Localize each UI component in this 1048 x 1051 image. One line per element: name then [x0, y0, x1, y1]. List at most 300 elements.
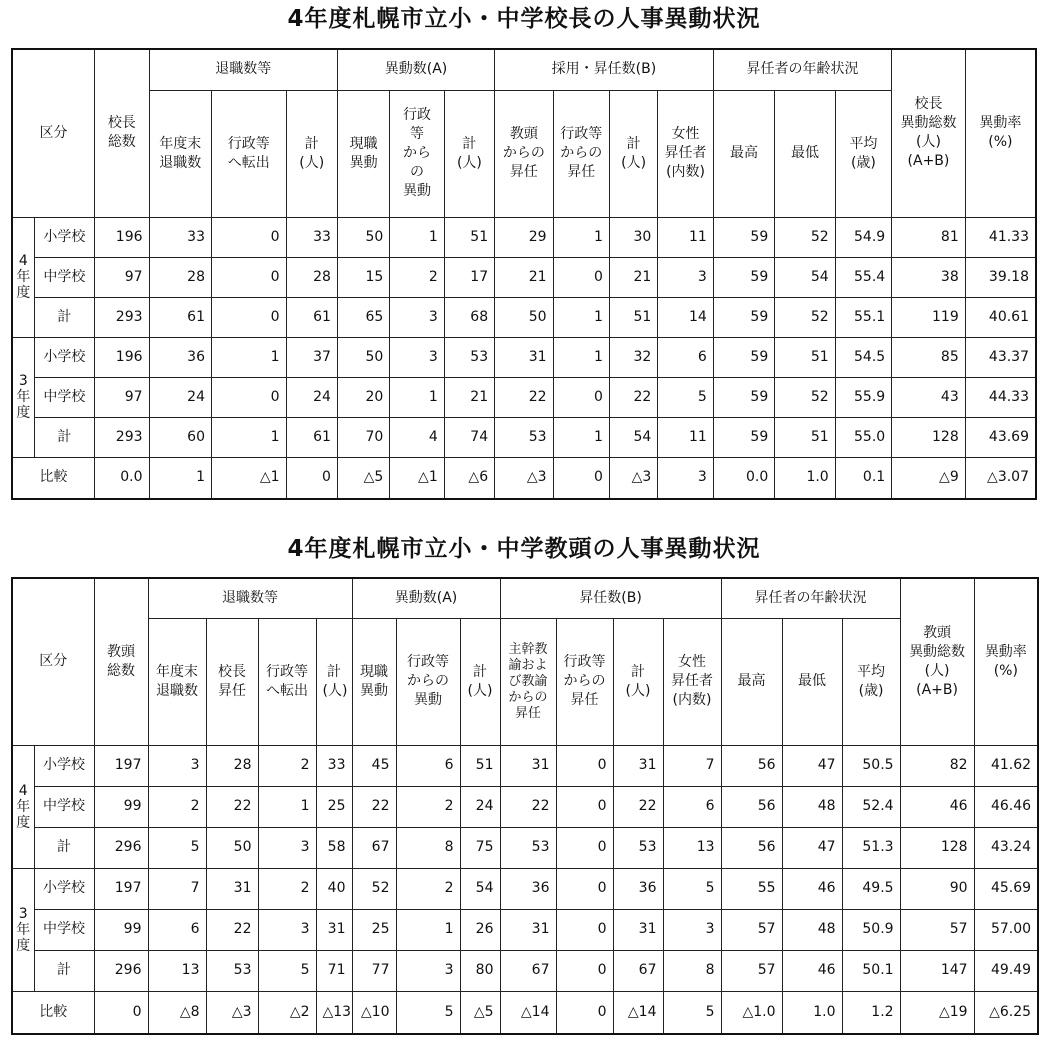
table-cell: 20 [337, 377, 389, 417]
table-row [12, 377, 1036, 417]
row-label: 中学校 [34, 909, 94, 950]
header-retire-col: 計 (人) [286, 90, 337, 217]
header-transfer-col: 計 (人) [444, 90, 494, 217]
table-cell: 1 [390, 377, 444, 417]
table-cell: 31 [316, 909, 352, 950]
table-row [12, 827, 1038, 868]
header-age-col: 平均 (歳) [842, 618, 900, 745]
table-cell: 53 [444, 337, 494, 377]
header-sum-ab: 教頭 異動総数 (人) (A+B) [900, 578, 974, 745]
table-cell: 3 [258, 827, 316, 868]
table-cell: 0 [556, 950, 613, 991]
table-cell: 47 [782, 745, 842, 786]
table-cell: △14 [500, 991, 556, 1034]
table-cell: 50.9 [842, 909, 900, 950]
table-cell: 3 [258, 909, 316, 950]
table-cell: 31 [500, 745, 556, 786]
table-cell: 5 [396, 991, 460, 1034]
table-cell: △3 [495, 457, 553, 499]
header-retire-col: 校長 昇任 [206, 618, 258, 745]
table-row [12, 337, 1036, 377]
table-cell: 1 [211, 417, 286, 457]
table-cell: 99 [94, 909, 148, 950]
table-cell: 11 [658, 217, 713, 257]
table-cell: 2 [258, 868, 316, 909]
table-cell: 59 [713, 257, 774, 297]
table-cell: 119 [892, 297, 966, 337]
table-cell: 48 [782, 909, 842, 950]
table-cell: 5 [663, 868, 721, 909]
header-retire-col: 行政等 へ転出 [258, 618, 316, 745]
table-cell: △9 [892, 457, 966, 499]
table-cell: 51 [775, 417, 835, 457]
table-cell: 147 [900, 950, 974, 991]
table-cell: 6 [148, 909, 206, 950]
table-cell: 50 [337, 217, 389, 257]
table-cell: 2 [396, 786, 460, 827]
table-cell: 6 [658, 337, 713, 377]
year-label: 4 年 度 [12, 745, 34, 868]
table-cell: △13 [316, 991, 352, 1034]
table-cell: 197 [94, 868, 148, 909]
table-cell: 33 [316, 745, 352, 786]
table-cell: 33 [286, 217, 337, 257]
table-cell: 31 [206, 868, 258, 909]
year-label: 4 年 度 [12, 217, 34, 337]
table-cell: 0.0 [95, 457, 149, 499]
table-cell: 99 [94, 786, 148, 827]
table-cell: 2 [396, 868, 460, 909]
table-cell: 0.0 [713, 457, 774, 499]
table-cell: 65 [337, 297, 389, 337]
table-row [12, 745, 1038, 786]
table-cell: 0 [94, 991, 148, 1034]
table-cell: 81 [892, 217, 966, 257]
table-cell: 43.24 [974, 827, 1038, 868]
table-cell: 49.49 [974, 950, 1038, 991]
table-cell: 57 [900, 909, 974, 950]
table-cell: 25 [316, 786, 352, 827]
table-cell: 41.62 [974, 745, 1038, 786]
table-row [12, 257, 1036, 297]
header-group-transfer: 異動数(A) [337, 49, 494, 90]
table-cell: 59 [713, 297, 774, 337]
table-cell: 0 [553, 377, 609, 417]
table-cell: 46 [900, 786, 974, 827]
table-cell: 5 [148, 827, 206, 868]
table-cell: 57 [721, 950, 782, 991]
table-cell: 293 [95, 297, 149, 337]
header-promote-col: 計 (人) [613, 618, 663, 745]
table-cell: 28 [206, 745, 258, 786]
table-cell: 29 [495, 217, 553, 257]
table-cell: 0 [211, 257, 286, 297]
row-label: 中学校 [34, 377, 94, 417]
table-cell: 37 [286, 337, 337, 377]
table-cell: 54 [775, 257, 835, 297]
table-cell: 56 [721, 827, 782, 868]
table-cell: 13 [148, 950, 206, 991]
table-cell: △5 [337, 457, 389, 499]
table-cell: 196 [95, 337, 149, 377]
table-row [12, 786, 1038, 827]
table-cell: 32 [609, 337, 657, 377]
table-cell: 2 [258, 745, 316, 786]
table-cell: 59 [713, 217, 774, 257]
header-group-transfer: 異動数(A) [352, 578, 500, 618]
table-cell: △3.07 [965, 457, 1036, 499]
table-cell: 22 [500, 786, 556, 827]
table-cell: 296 [94, 827, 148, 868]
header-rate: 異動率 (%) [965, 49, 1036, 217]
table-cell: 293 [95, 417, 149, 457]
header-retire-col: 年度末 退職数 [149, 90, 211, 217]
table-cell: △19 [900, 991, 974, 1034]
header-age-col: 平均 (歳) [835, 90, 891, 217]
header-group-retire: 退職数等 [148, 578, 352, 618]
table-cell: 52.4 [842, 786, 900, 827]
header-promote-col: 主幹教 諭およ び教諭 からの 昇任 [500, 618, 556, 745]
row-label: 中学校 [34, 786, 94, 827]
table-cell: 2 [390, 257, 444, 297]
table-cell: 45.69 [974, 868, 1038, 909]
table-cell: 77 [352, 950, 396, 991]
table-cell: 51 [460, 745, 500, 786]
table-cell: 7 [663, 745, 721, 786]
table-cell: 53 [495, 417, 553, 457]
table-cell: 5 [258, 950, 316, 991]
header-age-col: 最高 [721, 618, 782, 745]
table-cell: 3 [663, 909, 721, 950]
table-cell: 71 [316, 950, 352, 991]
table-cell: 5 [663, 991, 721, 1034]
header-promote-col: 行政等 からの 昇任 [553, 90, 609, 217]
table-cell: 197 [94, 745, 148, 786]
header-kubun: 区分 [12, 578, 94, 745]
table-cell: 82 [900, 745, 974, 786]
table-cell: 8 [663, 950, 721, 991]
row-label: 中学校 [34, 257, 94, 297]
table-cell: △8 [148, 991, 206, 1034]
header-kubun: 区分 [12, 49, 95, 217]
table-cell: 1 [553, 217, 609, 257]
table-cell: 61 [286, 417, 337, 457]
table-cell: 22 [206, 786, 258, 827]
table-cell: 52 [775, 217, 835, 257]
table-cell: 1.0 [782, 991, 842, 1034]
table-cell: 52 [775, 297, 835, 337]
table-cell: 11 [658, 417, 713, 457]
table-cell: 46 [782, 950, 842, 991]
table-cell: 3 [148, 745, 206, 786]
table-cell: 67 [352, 827, 396, 868]
table2-title: 4年度札幌市立小・中学教頭の人事異動状況 [287, 536, 761, 562]
table-cell: 67 [613, 950, 663, 991]
table-cell: 38 [892, 257, 966, 297]
table-cell: 31 [500, 909, 556, 950]
table-cell: 3 [658, 457, 713, 499]
table-cell: 25 [352, 909, 396, 950]
table-row [12, 297, 1036, 337]
header-age-col: 最低 [782, 618, 842, 745]
header-promote-col: 行政等 からの 昇任 [556, 618, 613, 745]
table-cell: 21 [444, 377, 494, 417]
table-cell: 8 [396, 827, 460, 868]
table-cell: 51 [775, 337, 835, 377]
compare-row [12, 457, 1036, 499]
table-cell: 59 [713, 337, 774, 377]
table-cell: 52 [352, 868, 396, 909]
row-label: 比較 [12, 991, 94, 1034]
table-cell: 90 [900, 868, 974, 909]
header-promote-col: 女性 昇任者 (内数) [663, 618, 721, 745]
row-label: 小学校 [34, 217, 94, 257]
table-cell: 55 [721, 868, 782, 909]
table-cell: 296 [94, 950, 148, 991]
table-cell: △1 [211, 457, 286, 499]
table-cell: △1 [390, 457, 444, 499]
table-cell: 5 [658, 377, 713, 417]
table-cell: 55.1 [835, 297, 891, 337]
table-cell: 50.5 [842, 745, 900, 786]
header-promote-col: 計 (人) [609, 90, 657, 217]
table-cell: 44.33 [965, 377, 1036, 417]
header-rate: 異動率 (%) [974, 578, 1038, 745]
table-cell: 33 [149, 217, 211, 257]
table-cell: 36 [500, 868, 556, 909]
table-cell: 24 [460, 786, 500, 827]
table-cell: 2 [148, 786, 206, 827]
table-cell: 22 [609, 377, 657, 417]
table-cell: △2 [258, 991, 316, 1034]
table-cell: 21 [495, 257, 553, 297]
header-promote-col: 教頭 からの 昇任 [495, 90, 553, 217]
table-cell: 3 [396, 950, 460, 991]
table-cell: 57.00 [974, 909, 1038, 950]
table-cell: 28 [149, 257, 211, 297]
table-cell: 13 [663, 827, 721, 868]
table-cell: 46 [782, 868, 842, 909]
table-cell: 1 [390, 217, 444, 257]
table-row [12, 868, 1038, 909]
header-promote-col: 女性 昇任者 (内数) [658, 90, 713, 217]
table-cell: 14 [658, 297, 713, 337]
header-age-col: 最高 [713, 90, 774, 217]
table-cell: 50 [495, 297, 553, 337]
table-cell: 53 [206, 950, 258, 991]
table-cell: 0 [211, 377, 286, 417]
table-cell: 50 [206, 827, 258, 868]
header-group-promote: 昇任数(B) [500, 578, 721, 618]
table-cell: 22 [495, 377, 553, 417]
principal-transfer-table [11, 48, 1037, 500]
table-cell: 59 [713, 377, 774, 417]
table-cell: 22 [352, 786, 396, 827]
table2-body [12, 745, 1038, 1034]
table-cell: 1 [553, 337, 609, 377]
table-cell: 128 [892, 417, 966, 457]
table-cell: △3 [609, 457, 657, 499]
table-cell: 31 [495, 337, 553, 377]
table-cell: 0 [286, 457, 337, 499]
table-cell: 28 [286, 257, 337, 297]
table-cell: 22 [613, 786, 663, 827]
table-cell: 3 [390, 297, 444, 337]
table-cell: △1.0 [721, 991, 782, 1034]
table-cell: 53 [500, 827, 556, 868]
vice-principal-transfer-table [11, 577, 1039, 1035]
table-cell: 31 [613, 745, 663, 786]
table-cell: 45 [352, 745, 396, 786]
header-transfer-col: 計 (人) [460, 618, 500, 745]
header-group-promote: 採用・昇任数(B) [495, 49, 714, 90]
table-cell: 54.9 [835, 217, 891, 257]
table-cell: 85 [892, 337, 966, 377]
table-cell: △6.25 [974, 991, 1038, 1034]
table-cell: 58 [316, 827, 352, 868]
table-cell: 51 [609, 297, 657, 337]
header-transfer-col: 現職 異動 [337, 90, 389, 217]
year-label: 3 年 度 [12, 868, 34, 991]
table-cell: 97 [95, 377, 149, 417]
table-cell: 54 [609, 417, 657, 457]
table-cell: 0 [556, 909, 613, 950]
table-cell: 6 [396, 745, 460, 786]
row-label: 計 [34, 950, 94, 991]
table-cell: 6 [663, 786, 721, 827]
table-cell: 51.3 [842, 827, 900, 868]
header-transfer-col: 行政等 からの 異動 [390, 90, 444, 217]
table-cell: 47 [782, 827, 842, 868]
row-label: 小学校 [34, 745, 94, 786]
table-cell: 36 [613, 868, 663, 909]
header-retire-col: 計 (人) [316, 618, 352, 745]
table-row [12, 417, 1036, 457]
header-total: 校長 総数 [95, 49, 149, 217]
table-cell: 39.18 [965, 257, 1036, 297]
year-label: 3 年 度 [12, 337, 34, 457]
table-cell: △14 [613, 991, 663, 1034]
table-cell: 15 [337, 257, 389, 297]
table-cell: △5 [460, 991, 500, 1034]
table-cell: 43.37 [965, 337, 1036, 377]
table-cell: 0.1 [835, 457, 891, 499]
table-cell: 70 [337, 417, 389, 457]
table-cell: 128 [900, 827, 974, 868]
table-cell: 26 [460, 909, 500, 950]
table-row [12, 950, 1038, 991]
table-cell: 7 [148, 868, 206, 909]
header-retire-col: 行政等 へ転出 [211, 90, 286, 217]
row-label: 計 [34, 827, 94, 868]
header-group-age: 昇任者の年齢状況 [721, 578, 900, 618]
table-cell: 54 [460, 868, 500, 909]
table-cell: 0 [556, 868, 613, 909]
table-cell: 74 [444, 417, 494, 457]
table-cell: 17 [444, 257, 494, 297]
table-cell: 24 [286, 377, 337, 417]
table-cell: 0 [556, 786, 613, 827]
table-cell: 3 [390, 337, 444, 377]
row-label: 計 [34, 297, 94, 337]
table-cell: 57 [721, 909, 782, 950]
table-cell: 22 [206, 909, 258, 950]
table-cell: 30 [609, 217, 657, 257]
table-cell: 1 [211, 337, 286, 377]
header-total: 教頭 総数 [94, 578, 148, 745]
table-cell: 60 [149, 417, 211, 457]
table-cell: 54.5 [835, 337, 891, 377]
header-group-retire: 退職数等 [149, 49, 337, 90]
table-cell: 196 [95, 217, 149, 257]
table-cell: 1 [553, 297, 609, 337]
table-cell: 0 [556, 991, 613, 1034]
table-cell: 75 [460, 827, 500, 868]
table-cell: 1.2 [842, 991, 900, 1034]
table-cell: 40.61 [965, 297, 1036, 337]
table-cell: 0 [211, 217, 286, 257]
table-cell: △10 [352, 991, 396, 1034]
table-cell: 50 [337, 337, 389, 377]
header-retire-col: 年度末 退職数 [148, 618, 206, 745]
table-cell: 56 [721, 745, 782, 786]
table-cell: 53 [613, 827, 663, 868]
table-cell: 1 [396, 909, 460, 950]
header-sum-ab: 校長 異動総数 (人) (A+B) [892, 49, 966, 217]
table-cell: 40 [316, 868, 352, 909]
table-cell: 48 [782, 786, 842, 827]
table-cell: 55.9 [835, 377, 891, 417]
table-row [12, 909, 1038, 950]
table-cell: 67 [500, 950, 556, 991]
table-cell: 0 [553, 457, 609, 499]
table-cell: 0 [556, 827, 613, 868]
table-cell: 1.0 [775, 457, 835, 499]
table-cell: 56 [721, 786, 782, 827]
header-group-age: 昇任者の年齢状況 [713, 49, 891, 90]
table-cell: 1 [149, 457, 211, 499]
header-transfer-col: 現職 異動 [352, 618, 396, 745]
row-label: 計 [34, 417, 94, 457]
table-cell: 31 [613, 909, 663, 950]
table-cell: 51 [444, 217, 494, 257]
table-cell: 41.33 [965, 217, 1036, 257]
table-cell: 0 [211, 297, 286, 337]
table-cell: 52 [775, 377, 835, 417]
table-cell: 61 [149, 297, 211, 337]
row-label: 比較 [12, 457, 95, 499]
table-cell: 68 [444, 297, 494, 337]
table-cell: 1 [553, 417, 609, 457]
table1-title: 4年度札幌市立小・中学校長の人事異動状況 [287, 6, 761, 32]
table-cell: 43.69 [965, 417, 1036, 457]
row-label: 小学校 [34, 868, 94, 909]
table-cell: 59 [713, 417, 774, 457]
table-cell: △3 [206, 991, 258, 1034]
row-label: 小学校 [34, 337, 94, 377]
compare-row [12, 991, 1038, 1034]
table-cell: 80 [460, 950, 500, 991]
table-cell: 61 [286, 297, 337, 337]
table-cell: 0 [556, 745, 613, 786]
table-cell: 49.5 [842, 868, 900, 909]
table-cell: 1 [258, 786, 316, 827]
table-cell: 21 [609, 257, 657, 297]
table-cell: 46.46 [974, 786, 1038, 827]
table1-body [12, 217, 1036, 499]
table-cell: 43 [892, 377, 966, 417]
table-cell: 4 [390, 417, 444, 457]
